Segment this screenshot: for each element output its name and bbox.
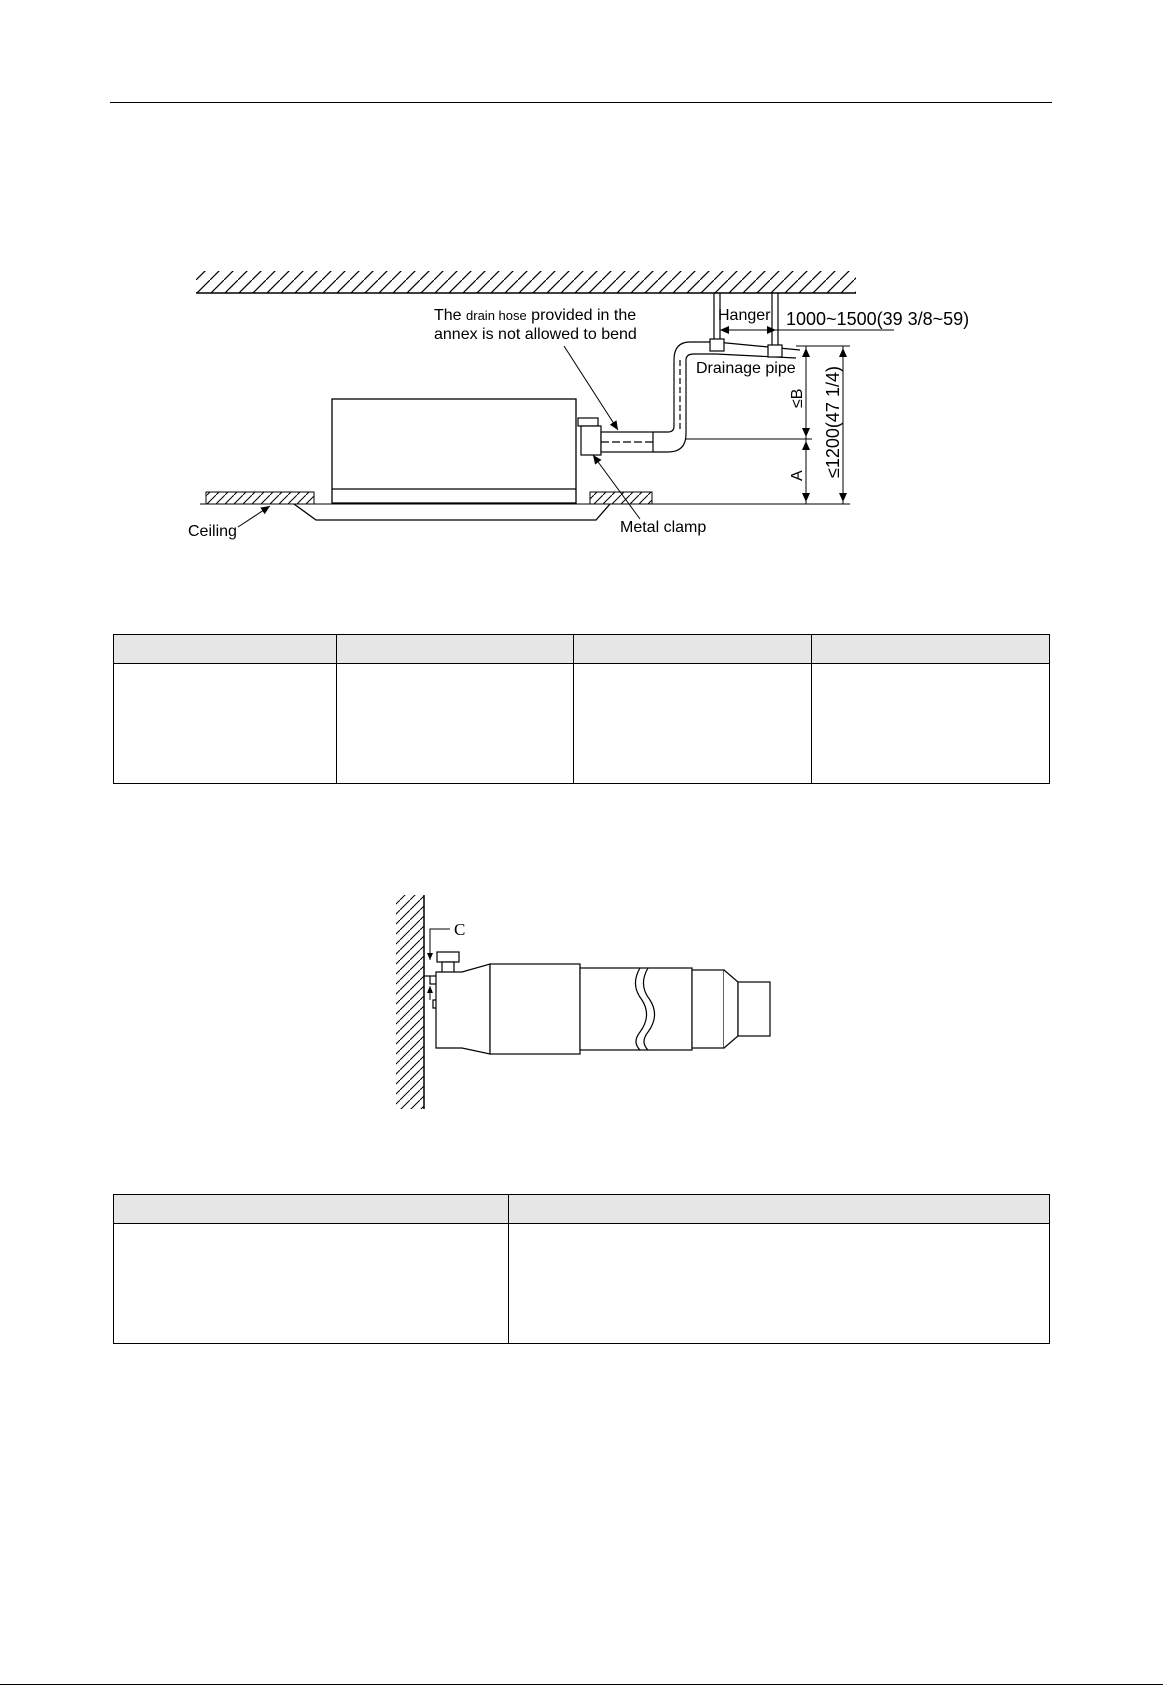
table-2-header-cell [114, 1195, 509, 1224]
drain-hose [578, 418, 653, 455]
dimension-b-label: ≤B [789, 388, 806, 408]
table-1-header-cell [337, 635, 574, 664]
table-2-header-cell [509, 1195, 1050, 1224]
table-2-cell [114, 1224, 509, 1344]
table-1-header-cell [114, 635, 337, 664]
drain-hose-note-line1: The drain hose provided in the [434, 307, 637, 324]
wall [396, 895, 424, 1109]
hanger-label: Hanger [718, 307, 771, 324]
drain-hose-section [436, 964, 770, 1054]
table-2-cell [509, 1224, 1050, 1344]
table-1-cell [812, 664, 1050, 784]
metal-clamp-label: Metal clamp [620, 519, 707, 536]
drain-hose-leader [564, 346, 618, 430]
table-1-row [114, 664, 1050, 784]
dimension-total-label: ≤1200(47 1/4) [823, 366, 843, 478]
table-1-cell [114, 664, 337, 784]
metal-clamp-leader [593, 455, 640, 519]
table-1 [113, 634, 1050, 784]
table-1-header-cell [574, 635, 812, 664]
drainage-pipe-label: Drainage pipe [696, 360, 796, 377]
hanger-spacing-value: 1000~1500(39 3/8~59) [786, 309, 970, 329]
dimension-a-label: A [789, 470, 806, 481]
ceiling-leader [238, 506, 270, 527]
table-1-cell [337, 664, 574, 784]
drain-hose-note-line2: annex is not allowed to bend [434, 326, 637, 343]
table-1-header-cell [812, 635, 1050, 664]
table-1-header-row [114, 635, 1050, 664]
dimension-c-label: C [454, 920, 466, 939]
table-2-row [114, 1224, 1050, 1344]
hose-clamp-diagram [0, 880, 1163, 1120]
table-2-header-row [114, 1195, 1050, 1224]
drainage-installation-diagram [0, 0, 1163, 560]
roof-slab [196, 271, 856, 293]
ceiling-label: Ceiling [188, 523, 237, 540]
table-2 [113, 1194, 1050, 1344]
ceiling-boards [206, 492, 652, 504]
hanger-rods [710, 293, 782, 357]
riser-pipe [653, 342, 800, 452]
table-1-cell [574, 664, 812, 784]
